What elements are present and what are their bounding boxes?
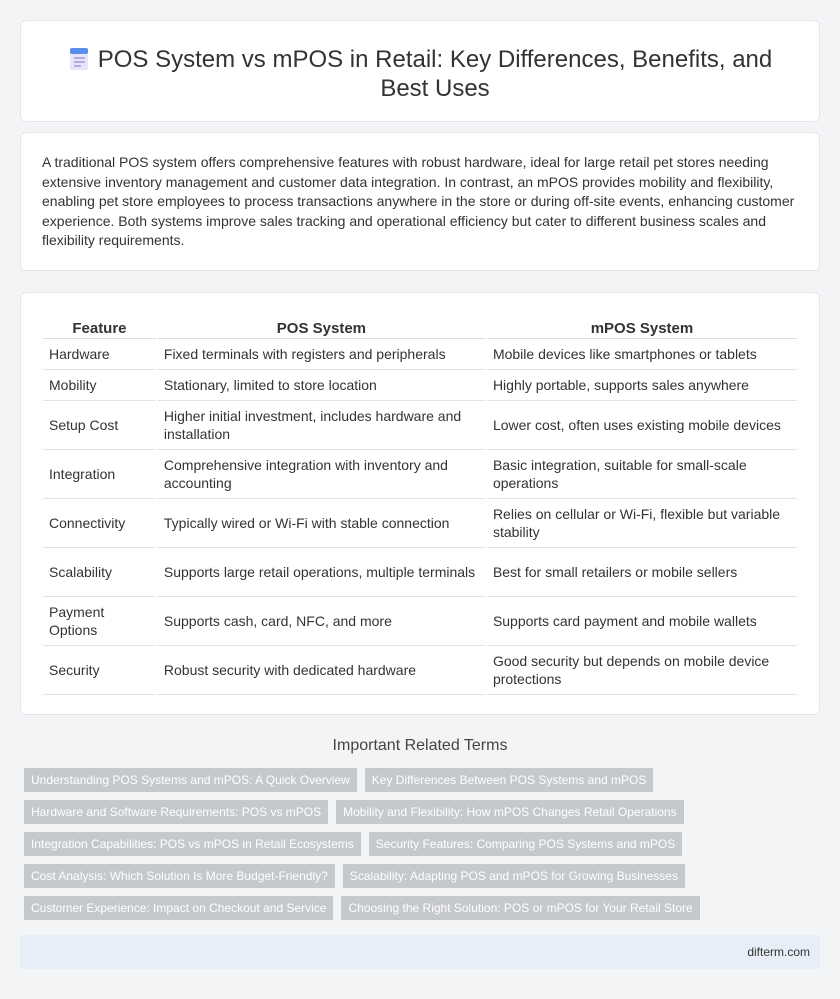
related-term-link[interactable]: Choosing the Right Solution: POS or mPOS for Your Retail Store	[341, 896, 699, 920]
table-cell: Best for small retailers or mobile sellers	[487, 548, 797, 597]
table-cell: Fixed terminals with registers and peripherals	[158, 339, 485, 370]
table-cell: Security	[43, 646, 156, 695]
title-card	[20, 20, 820, 122]
table-cell: Typically wired or Wi-Fi with stable connection	[158, 499, 485, 548]
table-row	[43, 646, 797, 695]
footer	[20, 935, 820, 969]
table-cell: Supports large retail operations, multiple terminals	[158, 548, 485, 597]
comparison-table	[41, 315, 799, 695]
table-cell: Robust security with dedicated hardware	[158, 646, 485, 695]
table-row	[43, 450, 797, 499]
table-cell: Basic integration, suitable for small-scale operations	[487, 450, 797, 499]
related-term-link[interactable]: Key Differences Between POS Systems and mPOS	[365, 768, 654, 792]
related-term-link[interactable]: Security Features: Comparing POS Systems and mPOS	[369, 832, 682, 856]
table-cell: Stationary, limited to store location	[158, 370, 485, 401]
table-cell: Mobile devices like smartphones or tablets	[487, 339, 797, 370]
related-term-link[interactable]: Understanding POS Systems and mPOS: A Quick Overview	[24, 768, 357, 792]
table-cell: Setup Cost	[43, 401, 156, 450]
related-term-link[interactable]: Customer Experience: Impact on Checkout and Service	[24, 896, 333, 920]
table-cell: Payment Options	[43, 597, 156, 646]
related-terms-list	[24, 768, 804, 928]
related-terms-heading: Important Related Terms	[332, 737, 508, 754]
comparison-table-card	[20, 292, 820, 715]
site-name[interactable]: difterm.com	[747, 945, 810, 959]
table-cell: Higher initial investment, includes hardware and installation	[158, 401, 485, 450]
table-row	[43, 548, 797, 597]
table-cell: Comprehensive integration with inventory and accounting	[158, 450, 485, 499]
table-row	[43, 499, 797, 548]
related-term-link[interactable]: Scalability: Adapting POS and mPOS for Growing Businesses	[343, 864, 685, 888]
column-header-feature: Feature	[43, 315, 156, 339]
table-cell: Integration	[43, 450, 156, 499]
table-cell: Relies on cellular or Wi-Fi, flexible but variable stability	[487, 499, 797, 548]
table-cell: Supports card payment and mobile wallets	[487, 597, 797, 646]
related-term-link[interactable]: Integration Capabilities: POS vs mPOS in Retail Ecosystems	[24, 832, 361, 856]
table-row	[43, 370, 797, 401]
related-term-link[interactable]: Mobility and Flexibility: How mPOS Changes Retail Operations	[336, 800, 683, 824]
column-header-pos: POS System	[158, 315, 485, 339]
column-header-mpos: mPOS System	[487, 315, 797, 339]
table-cell: Highly portable, supports sales anywhere	[487, 370, 797, 401]
table-cell: Scalability	[43, 548, 156, 597]
table-cell: Supports cash, card, NFC, and more	[158, 597, 485, 646]
table-cell: Lower cost, often uses existing mobile devices	[487, 401, 797, 450]
table-cell: Good security but depends on mobile device protections	[487, 646, 797, 695]
table-row	[43, 401, 797, 450]
related-term-link[interactable]: Cost Analysis: Which Solution Is More Budget-Friendly?	[24, 864, 335, 888]
page-title: POS System vs mPOS in Retail: Key Differences, Benefits, and Best Uses	[97, 46, 773, 102]
intro-paragraph: A traditional POS system offers comprehensive features with robust hardware, ideal for large retail pet stores needing extensive inventory management and customer data integration. In contrast, an mPOS provides mobility and flexibility, enabling pet store employees to process transactions anywhere in the store or during off-site events, enhancing customer experience. Both systems improve sales tracking and operational efficiency but cater to different business scales and flexibility requirements.	[42, 154, 795, 249]
table-row	[43, 339, 797, 370]
intro-card	[20, 132, 820, 271]
table-row	[43, 597, 797, 646]
related-term-link[interactable]: Hardware and Software Requirements: POS vs mPOS	[24, 800, 328, 824]
table-cell: Hardware	[43, 339, 156, 370]
table-header-row	[43, 315, 797, 339]
table-cell: Connectivity	[43, 499, 156, 548]
table-cell: Mobility	[43, 370, 156, 401]
